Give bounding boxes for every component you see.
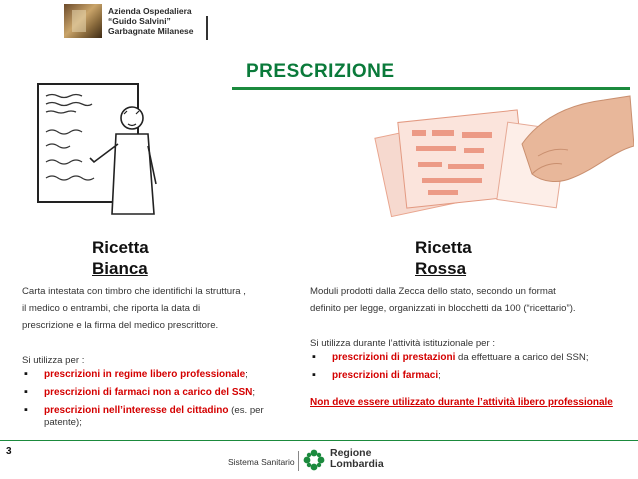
logo-divider	[206, 16, 208, 40]
hospital-logo-image	[64, 4, 102, 38]
list-item-strong: prescrizioni nell’interesse del cittadino	[44, 405, 229, 416]
left-desc-line-2: il medico o entrambi, che riporta la data di	[22, 303, 201, 314]
ricetta-bianca-heading	[92, 237, 149, 279]
hospital-logo-text	[108, 6, 194, 36]
logo-line-1: Azienda Ospedaliera	[108, 6, 192, 16]
list-item-strong: prescrizioni di farmaci non a carico del SSN	[44, 387, 253, 398]
right-heading-line2: Rossa	[415, 259, 467, 278]
left-desc-line-3: prescrizione e la firma del medico prescrittore.	[22, 320, 219, 331]
page-number: 3	[6, 446, 12, 457]
logo-line-2: “Guido Salvini”	[108, 16, 171, 26]
left-uses-list	[22, 369, 297, 429]
list-item-strong: prescrizioni di farmaci	[332, 370, 439, 381]
list-item	[22, 387, 297, 399]
left-uses-label: Si utilizza per :	[22, 355, 85, 366]
ricetta-bianca-description	[22, 283, 297, 435]
regione-lombardia-logo	[228, 447, 438, 471]
hospital-logo	[64, 4, 212, 38]
left-desc-line-1: Carta intestata con timbro che identifichi la struttura ,	[22, 286, 246, 297]
lombardia-rose-icon	[302, 448, 326, 472]
warning-note: Non deve essere utilizzato durante l’attività libero professionale	[310, 397, 613, 408]
left-heading-line2: Bianca	[92, 259, 148, 278]
logo-line-3: Garbagnate Milanese	[108, 26, 194, 36]
list-item-rest: ;	[252, 387, 256, 398]
right-desc-line-2: definito per legge, organizzati in blocchetti da 100 (“ricettario”).	[310, 303, 576, 314]
ricetta-rossa-heading	[415, 237, 472, 279]
right-heading-line1: Ricetta	[415, 238, 472, 257]
footer-logo-separator	[298, 451, 299, 471]
sistema-sanitario-text: Sistema Sanitario	[228, 457, 295, 467]
list-item-rest: ;	[438, 370, 441, 381]
regione-line1: Regione	[330, 447, 372, 459]
regione-lombardia-text	[330, 448, 384, 470]
list-item	[310, 352, 630, 364]
ricetta-rossa-description	[310, 283, 630, 411]
list-item	[22, 369, 297, 381]
red-prescription-forms-illustration	[372, 86, 634, 228]
right-uses-list	[310, 352, 630, 382]
right-uses-label: Si utilizza durante l’attività istituzionale per :	[310, 338, 496, 349]
footer-divider	[0, 440, 638, 441]
page-title: PRESCRIZIONE	[246, 61, 395, 82]
list-item-rest: da effettuare a carico del SSN;	[455, 352, 589, 363]
list-item-strong: prescrizioni di prestazioni	[332, 352, 456, 363]
left-heading-line1: Ricetta	[92, 238, 149, 257]
right-desc-line-1: Moduli prodotti dalla Zecca dello stato, secondo un format	[310, 286, 556, 297]
list-item	[22, 405, 297, 429]
list-item-rest: ;	[245, 369, 248, 380]
regione-line2: Lombardia	[330, 458, 384, 470]
list-item-rest: (es. per patente);	[44, 405, 264, 428]
list-item-strong: prescrizioni in regime libero professionale	[44, 369, 246, 380]
doctor-prescription-illustration	[20, 74, 160, 226]
list-item	[310, 370, 630, 382]
